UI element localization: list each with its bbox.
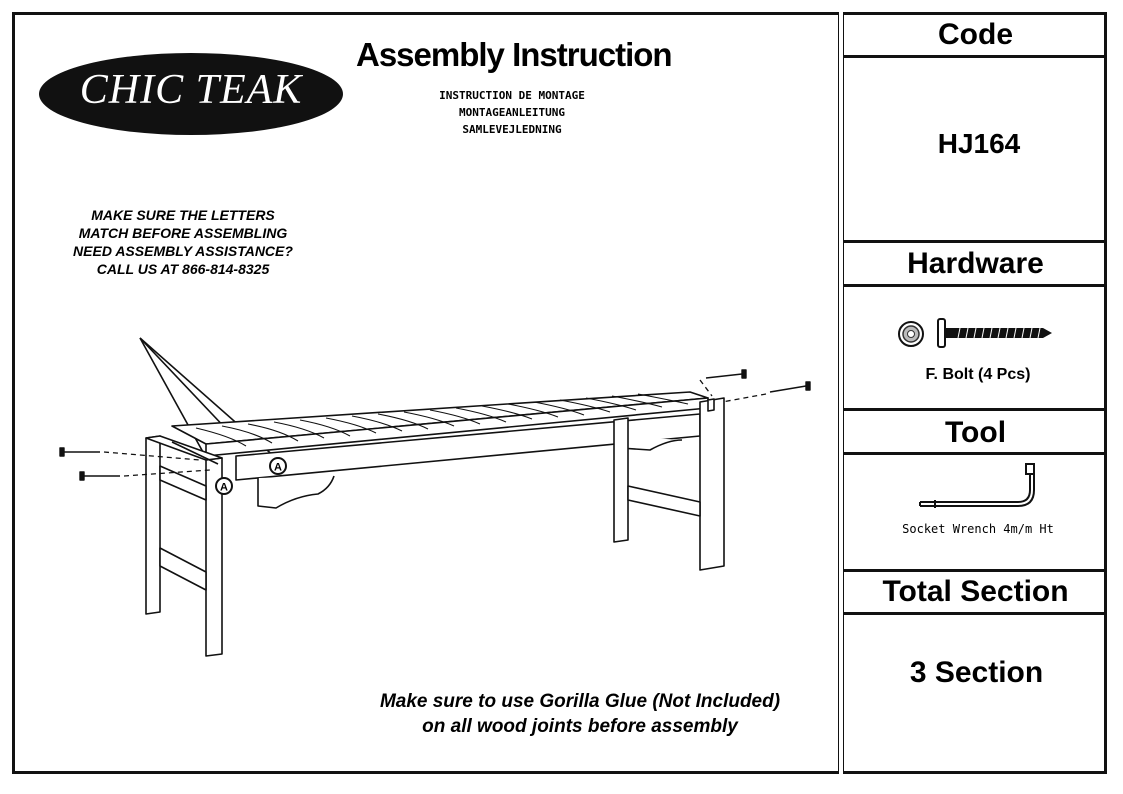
marker-label-left: A — [220, 481, 228, 494]
marker-label-right: A — [274, 461, 282, 474]
tool-title: Tool — [944, 416, 1007, 449]
glue-note-line: on all wood joints before assembly — [422, 716, 738, 737]
subtitle-danish: SAMLEVEJLEDNING — [462, 123, 562, 136]
page-title: Assembly Instruction — [356, 36, 672, 73]
glue-note-line: Make sure to use Gorilla Glue (Not Included) — [379, 691, 781, 712]
logo-text: CHIC TEAK — [79, 67, 303, 113]
tool-item-label: Socket Wrench 4m/m Ht — [902, 522, 1054, 536]
subtitle-german: MONTAGEANLEITUNG — [459, 106, 565, 119]
code-title: Code — [938, 18, 1013, 51]
total-title: Total Section — [882, 575, 1069, 608]
notice-phone-line: CALL US AT 866-814-8325 — [96, 261, 270, 277]
notice-line: MAKE SURE THE LETTERS — [91, 207, 275, 223]
total-value: 3 Section — [909, 656, 1044, 689]
code-value: HJ164 — [937, 128, 1021, 159]
hardware-item-label: F. Bolt (4 Pcs) — [925, 366, 1031, 383]
notice-line: MATCH BEFORE ASSEMBLING — [78, 225, 288, 241]
hardware-title: Hardware — [907, 247, 1044, 280]
notice-line: NEED ASSEMBLY ASSISTANCE? — [73, 243, 293, 259]
subtitle-french: INSTRUCTION DE MONTAGE — [439, 89, 585, 102]
